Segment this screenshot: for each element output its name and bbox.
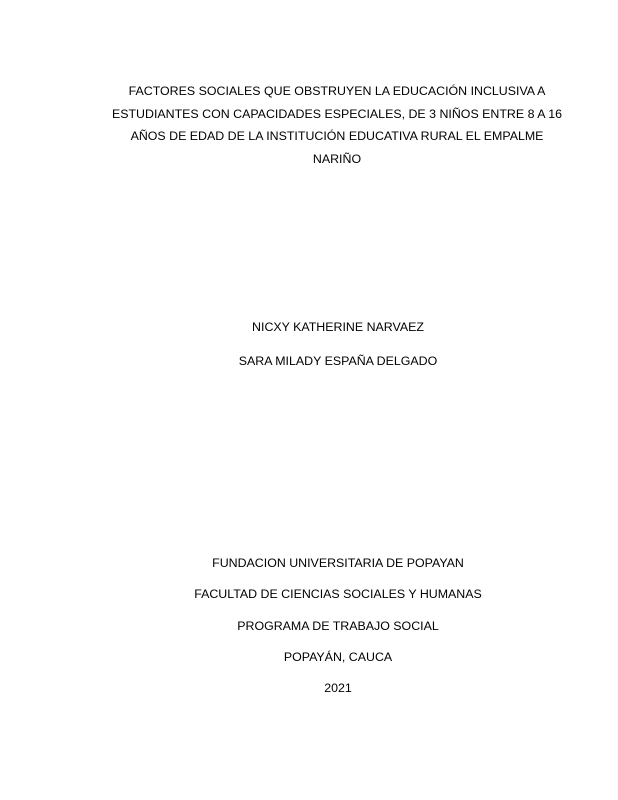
title-line-3: AÑOS DE EDAD DE LA INSTITUCIÓN EDUCATIVA RURAL EL EMPALME (130, 129, 544, 144)
title-line-2: ESTUDIANTES CON CAPACIDADES ESPECIALES, DE 3 NIÑOS ENTRE 8 A 16 (111, 106, 563, 121)
document-title (80, 80, 594, 170)
author-1: NICXY KATHERINE NARVAEZ (252, 320, 424, 334)
author-2: SARA MILADY ESPAÑA DELGADO (238, 354, 438, 368)
title-line-1: FACTORES SOCIALES QUE OBSTRUYEN LA EDUCACIÓN INCLUSIVA A (128, 84, 546, 98)
authors-block (0, 318, 618, 386)
title-line-4: NARIÑO (312, 151, 362, 166)
document-year: 2021 (324, 681, 352, 696)
program-name: PROGRAMA DE TRABAJO SOCIAL (237, 618, 439, 633)
city-name: POPAYÁN, CAUCA (283, 649, 393, 664)
faculty-name: FACULTAD DE CIENCIAS SOCIALES Y HUMANAS (194, 587, 482, 602)
university-name: FUNDACION UNIVERSITARIA DE POPAYAN (212, 556, 464, 570)
institution-block (0, 554, 618, 710)
